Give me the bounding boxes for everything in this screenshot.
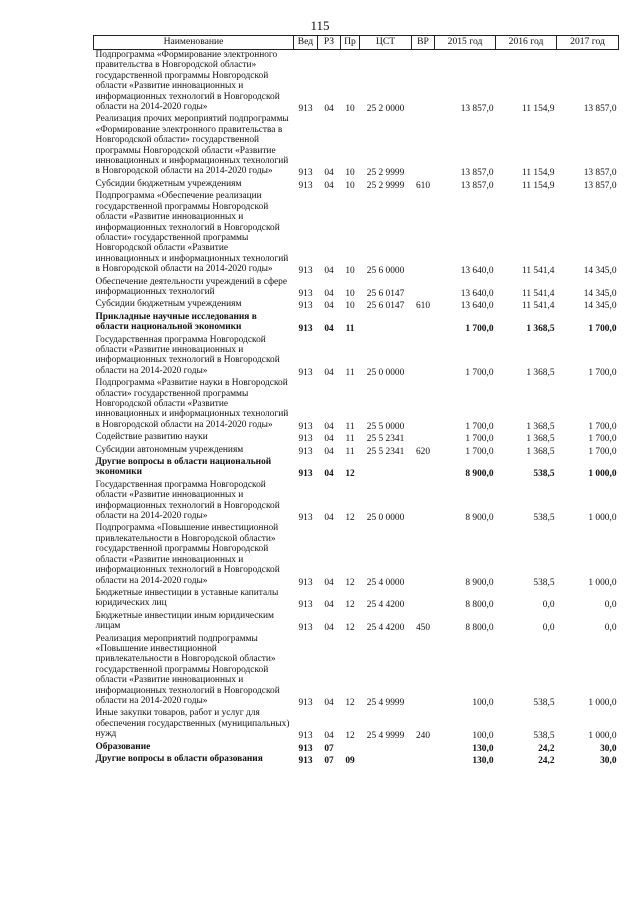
vr-code (412, 277, 435, 300)
amount-2015: 13 857,0 (460, 168, 494, 179)
row-name: Реализация прочих мероприятий подпрограммы «Формирование электронного правительства в Новгородской области» государственной программы Новгородской области «Развитие инновационных и информационных технологий в Новгородской области на 2014-2020 годы» (95, 114, 289, 177)
pr-code: 12 (345, 731, 355, 742)
rz-code: 04 (324, 421, 334, 432)
ved-code: 913 (298, 421, 313, 432)
rz-code: 04 (324, 367, 334, 378)
column-header: ЦСТ (360, 36, 412, 50)
amount-2016: 538,5 (533, 577, 555, 588)
table-row (94, 378, 619, 432)
cst-code: 25 6 0147 (366, 288, 405, 299)
vr-code (412, 742, 435, 754)
amount-2017: 0,0 (604, 600, 617, 611)
cst-code: 25 4 0000 (366, 577, 405, 588)
amount-2016: 538,5 (533, 697, 555, 708)
table-row (94, 312, 619, 335)
amount-2016: 0,0 (542, 600, 555, 611)
rz-code: 04 (324, 324, 334, 335)
vr-code (412, 588, 435, 611)
column-header: Наименование (94, 36, 294, 50)
pr-code: 09 (345, 756, 355, 766)
amount-2017: 14 345,0 (583, 288, 617, 299)
ved-code: 913 (298, 623, 313, 634)
ved-code: 913 (298, 367, 313, 378)
pr-code: 12 (345, 469, 355, 480)
row-name: Государственная программа Новгородской области «Развитие инновационных и информационных технологий в Новгородской области на 2014-2020 годы» (95, 334, 280, 376)
table-row (94, 277, 619, 300)
row-name: Субсидии бюджетным учреждениям (95, 299, 242, 310)
vr-code (412, 457, 435, 480)
amount-2016: 538,5 (533, 731, 555, 742)
vr-code (412, 754, 435, 766)
ved-code: 913 (298, 288, 313, 299)
ved-code: 913 (298, 577, 313, 588)
cst-code: 25 4 9999 (366, 697, 405, 708)
rz-code: 04 (324, 600, 334, 611)
amount-2015: 13 857,0 (460, 104, 494, 115)
pr-code: 10 (345, 180, 355, 191)
table-row (94, 114, 619, 178)
amount-2016: 0,0 (542, 623, 555, 634)
vr-code: 240 (415, 731, 431, 742)
amount-2017: 30,0 (600, 756, 617, 766)
table-header-row (94, 36, 619, 50)
amount-2015: 13 640,0 (460, 266, 494, 277)
pr-code: 12 (345, 577, 355, 588)
ved-code: 913 (298, 324, 313, 335)
rz-code: 04 (324, 104, 334, 115)
pr-code: 12 (345, 513, 355, 524)
ved-code: 913 (298, 180, 313, 191)
amount-2017: 14 345,0 (583, 301, 617, 312)
vr-code (412, 432, 435, 444)
row-name: Иные закупки товаров, работ и услуг для обеспечения государственных (муниципальных) нужд (95, 708, 290, 740)
row-name: Субсидии автономным учреждениям (95, 444, 244, 455)
amount-2017: 0,0 (604, 623, 617, 634)
row-name: Другие вопросы в области национальной экономики (95, 457, 272, 478)
cst-code (360, 754, 412, 766)
ved-code: 913 (298, 301, 313, 312)
cst-code: 25 5 2341 (366, 446, 405, 457)
amount-2017: 1 000,0 (588, 469, 617, 480)
pr-code: 10 (345, 288, 355, 299)
cst-code: 25 0 0000 (366, 513, 405, 524)
cst-code: 25 5 2341 (366, 434, 405, 445)
amount-2016: 1 368,5 (526, 434, 555, 445)
table-row (94, 523, 619, 587)
vr-code (412, 523, 435, 587)
amount-2016: 538,5 (533, 513, 555, 524)
ved-code: 913 (298, 434, 313, 445)
amount-2015: 13 857,0 (460, 180, 494, 191)
amount-2015: 100,0 (472, 731, 494, 742)
amount-2015: 8 800,0 (465, 600, 494, 611)
vr-code (412, 312, 435, 335)
amount-2016: 1 368,5 (526, 367, 555, 378)
table-row (94, 191, 619, 276)
table-row (94, 457, 619, 480)
amount-2017: 1 700,0 (588, 446, 617, 457)
pr-code (341, 742, 360, 754)
amount-2017: 1 700,0 (588, 434, 617, 445)
column-header: 2017 год (557, 36, 619, 50)
table-row (94, 742, 619, 754)
rz-code: 04 (324, 513, 334, 524)
amount-2015: 8 900,0 (465, 577, 494, 588)
row-name: Бюджетные инвестиции иным юридическим лицам (95, 610, 274, 632)
amount-2015: 13 640,0 (460, 301, 494, 312)
pr-code: 12 (345, 697, 355, 708)
rz-code: 04 (324, 623, 334, 634)
table-row (94, 708, 619, 741)
rz-code: 04 (324, 301, 334, 312)
row-name: Подпрограмма «Повышение инвестиционной привлекательности в Новгородской области» государственной программы Новгородской области «Развитие инновационных и информационных технологий в Новгородской области на 2014-2020 годы» (95, 523, 280, 586)
rz-code: 04 (324, 577, 334, 588)
amount-2016: 538,5 (533, 469, 555, 480)
ved-code: 913 (298, 469, 313, 480)
rz-code: 04 (324, 180, 334, 191)
amount-2016: 11 541,4 (522, 266, 555, 277)
column-header: 2015 год (435, 36, 496, 50)
ved-code: 913 (298, 168, 313, 179)
table-row (94, 754, 619, 766)
row-name: Государственная программа Новгородской области «Развитие инновационных и информационных технологий в Новгородской области на 2014-2020 годы» (95, 479, 280, 522)
amount-2015: 1 700,0 (465, 324, 494, 335)
row-name: Другие вопросы в области образования (95, 754, 263, 764)
amount-2015: 1 700,0 (465, 367, 494, 378)
rz-code: 04 (324, 288, 334, 299)
amount-2015: 8 800,0 (465, 623, 494, 634)
amount-2015: 1 700,0 (465, 446, 494, 457)
vr-code (412, 191, 435, 276)
amount-2015: 100,0 (472, 697, 494, 708)
cst-code: 25 2 9999 (366, 180, 405, 191)
pr-code: 12 (345, 623, 355, 634)
cst-code (360, 312, 412, 335)
amount-2015: 1 700,0 (465, 434, 494, 445)
amount-2017: 1 700,0 (588, 367, 617, 378)
row-name: Обеспечение деятельности учреждений в сфере информационных технологий (95, 276, 288, 297)
amount-2017: 13 857,0 (583, 168, 617, 179)
ved-code: 913 (298, 266, 313, 277)
pr-code: 10 (345, 301, 355, 312)
vr-code (412, 335, 435, 379)
row-name: Подпрограмма «Обеспечение реализации государственной программы Новгородской области «Развитие инновационных и информационных технологий в Новгородской области» государственной программы Новгородской области «Развитие инновационных и информационных технологий в Новгородской области на 2014-2020 годы» (95, 191, 289, 275)
cst-code: 25 4 4200 (366, 623, 405, 634)
row-name: Подпрограмма «Развитие науки в Новгородской области» государственной программы Новгородской области «Развитие инновационных и информационных технологий в Новгородской области на 2014-2020 годы» (95, 378, 289, 430)
amount-2017: 13 857,0 (583, 104, 617, 115)
amount-2017: 30,0 (600, 743, 617, 754)
column-header: 2016 год (496, 36, 557, 50)
amount-2015: 8 900,0 (465, 469, 494, 480)
table-row (94, 445, 619, 457)
column-header: Пр (341, 36, 360, 50)
vr-code (412, 634, 435, 709)
amount-2015: 13 640,0 (460, 288, 494, 299)
rz-code: 04 (324, 731, 334, 742)
row-name: Реализация мероприятий подпрограммы «Повышение инвестиционной привлекательности в Новгородской области» государственной программы Новгородской области «Развитие инновационных и информационных технологий в Новгородской области на 2014-2020 годы» (95, 633, 280, 706)
pr-code: 10 (345, 266, 355, 277)
vr-code (412, 50, 435, 115)
cst-code: 25 2 0000 (366, 104, 405, 115)
pr-code: 10 (345, 104, 355, 115)
vr-code: 610 (415, 301, 431, 312)
rz-code: 04 (324, 446, 334, 457)
row-name: Подпрограмма «Формирование электронного правительства в Новгородской области» государственной программы Новгородской области «Развитие инновационных и информационных технологий в Новгородской области на 2014-2020 годы» (95, 50, 280, 113)
pr-code: 11 (345, 446, 355, 457)
column-header: ВР (412, 36, 435, 50)
amount-2017: 1 000,0 (588, 513, 617, 524)
amount-2015: 1 700,0 (465, 421, 494, 432)
amount-2015: 130,0 (472, 743, 494, 754)
amount-2016: 11 541,4 (522, 301, 555, 312)
amount-2015: 130,0 (472, 756, 494, 766)
column-header: РЗ (318, 36, 341, 50)
cst-code: 25 6 0147 (366, 301, 405, 312)
rz-code: 04 (324, 697, 334, 708)
table-row (94, 179, 619, 191)
amount-2016: 11 154,9 (522, 168, 555, 179)
amount-2016: 11 154,9 (522, 104, 555, 115)
pr-code: 11 (345, 324, 355, 335)
ved-code: 913 (298, 446, 313, 457)
rz-code: 04 (324, 168, 334, 179)
cst-code: 25 4 9999 (366, 731, 405, 742)
cst-code: 25 6 0000 (366, 266, 405, 277)
amount-2017: 14 345,0 (583, 266, 617, 277)
cst-code: 25 2 9999 (366, 168, 405, 179)
ved-code: 913 (298, 743, 313, 754)
vr-code (412, 378, 435, 432)
cst-code: 25 4 4200 (366, 600, 405, 611)
rz-code: 04 (324, 266, 334, 277)
cst-code (360, 742, 412, 754)
budget-table (93, 35, 619, 766)
table-row (94, 432, 619, 444)
amount-2016: 1 368,5 (526, 421, 555, 432)
table-row (94, 299, 619, 311)
table-row (94, 50, 619, 115)
vr-code: 610 (415, 180, 431, 191)
row-name: Прикладные научные исследования в области национальной экономики (95, 311, 257, 333)
vr-code: 450 (415, 623, 431, 634)
amount-2016: 24,2 (538, 743, 555, 754)
row-name: Бюджетные инвестиции в уставные капиталы юридических лиц (95, 587, 279, 609)
cst-code: 25 5 0000 (366, 421, 405, 432)
pr-code: 10 (345, 168, 355, 179)
table-row (94, 335, 619, 379)
row-name: Содействие развитию науки (95, 432, 208, 443)
amount-2016: 1 368,5 (526, 446, 555, 457)
ved-code: 913 (298, 513, 313, 524)
rz-code: 04 (324, 434, 334, 445)
ved-code: 913 (298, 697, 313, 708)
column-header: Вед (294, 36, 318, 50)
pr-code: 11 (345, 434, 355, 445)
amount-2017: 1 700,0 (588, 324, 617, 335)
amount-2016: 11 541,4 (522, 288, 555, 299)
table-row (94, 588, 619, 611)
amount-2017: 1 000,0 (588, 577, 617, 588)
cst-code (360, 457, 412, 480)
ved-code: 913 (298, 600, 313, 611)
table-row (94, 634, 619, 709)
amount-2017: 1 700,0 (588, 421, 617, 432)
rz-code: 04 (324, 469, 334, 480)
ved-code: 913 (298, 104, 313, 115)
pr-code: 11 (345, 421, 355, 432)
amount-2015: 8 900,0 (465, 513, 494, 524)
ved-code: 913 (298, 731, 313, 742)
amount-2017: 13 857,0 (583, 180, 617, 191)
amount-2017: 1 000,0 (588, 697, 617, 708)
pr-code: 12 (345, 600, 355, 611)
pr-code: 11 (345, 367, 355, 378)
table-row (94, 480, 619, 524)
amount-2016: 24,2 (538, 756, 555, 766)
ved-code: 913 (298, 756, 313, 766)
amount-2016: 11 154,9 (522, 180, 555, 191)
amount-2016: 1 368,5 (526, 324, 555, 335)
amount-2017: 1 000,0 (588, 731, 617, 742)
cst-code: 25 0 0000 (366, 367, 405, 378)
vr-code: 620 (415, 446, 431, 457)
row-name: Субсидии бюджетным учреждениям (95, 178, 242, 189)
rz-code: 07 (324, 743, 334, 754)
rz-code: 07 (324, 756, 334, 766)
vr-code (412, 480, 435, 524)
table-row (94, 611, 619, 634)
vr-code (412, 114, 435, 178)
page-number: 115 (310, 18, 330, 33)
table-body (94, 50, 619, 767)
row-name: Образование (95, 741, 151, 752)
